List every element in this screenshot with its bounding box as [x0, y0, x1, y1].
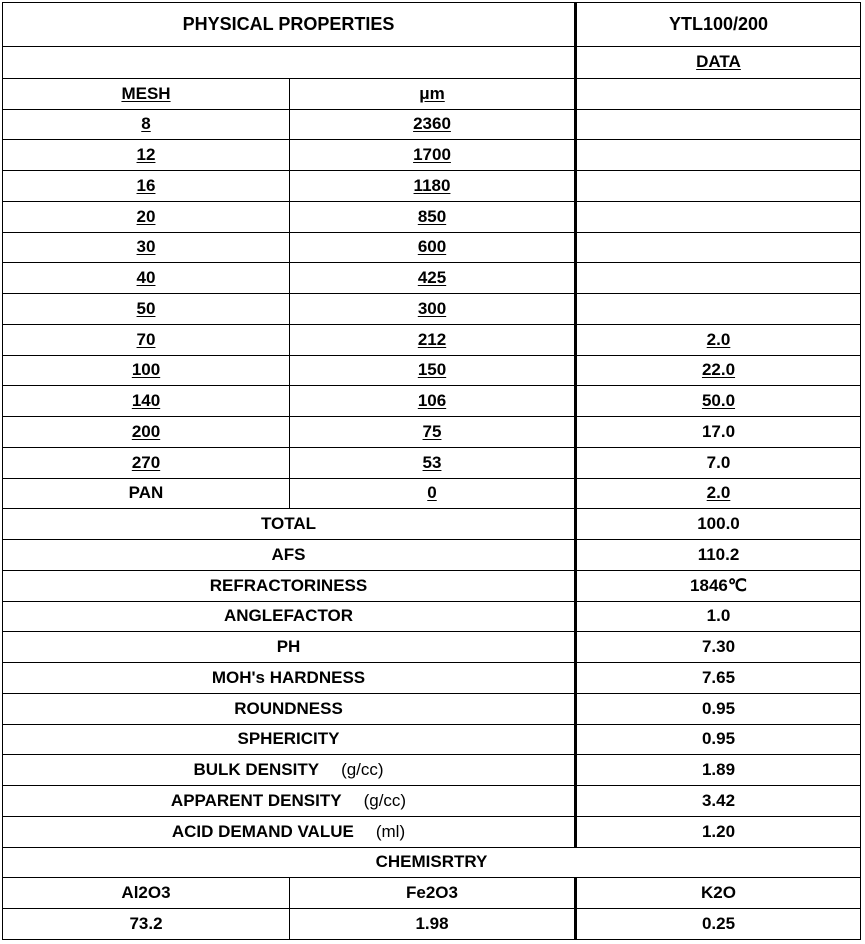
- property-row: [3, 632, 861, 663]
- table-row: [3, 355, 861, 386]
- mesh-value: 70: [136, 329, 156, 349]
- property-value: 110.2: [697, 544, 740, 564]
- property-value-cell: [576, 816, 861, 847]
- um-value: 0: [427, 483, 437, 503]
- property-row: [3, 540, 861, 571]
- um-header: μm: [419, 83, 445, 103]
- property-label-cell: [3, 509, 576, 540]
- property-label: ANGLEFACTOR: [223, 606, 354, 626]
- mesh-cell: [3, 140, 290, 171]
- um-value: 850: [417, 206, 447, 226]
- property-value-cell: [576, 632, 861, 663]
- property-unit: (g/cc): [363, 790, 407, 810]
- product-cell: YTL100/200: [576, 3, 861, 47]
- data-cell: [576, 478, 861, 509]
- data-value: 22.0: [701, 360, 736, 380]
- chemistry-value-cell: 1.98: [290, 909, 576, 940]
- um-value: 150: [417, 360, 447, 380]
- table-row: [3, 263, 861, 294]
- mesh-cell: [3, 417, 290, 448]
- property-label-cell: [3, 724, 576, 755]
- data-value: 50.0: [701, 391, 736, 411]
- mesh-cell: [3, 263, 290, 294]
- property-label: ROUNDNESS: [234, 698, 343, 718]
- um-cell: [290, 232, 576, 263]
- table-row: [3, 140, 861, 171]
- data-value: 7.0: [706, 452, 731, 472]
- property-value-cell: [576, 693, 861, 724]
- property-value: 0.95: [701, 698, 736, 718]
- um-cell: [290, 324, 576, 355]
- mesh-cell: [3, 355, 290, 386]
- property-label-cell: [3, 755, 576, 786]
- um-cell: [290, 386, 576, 417]
- property-value: 100.0: [697, 514, 740, 534]
- mesh-cell: [3, 324, 290, 355]
- property-value: 1.0: [706, 606, 731, 626]
- mesh-value: 12: [136, 145, 156, 165]
- chemistry-value-cell: 73.2: [3, 909, 290, 940]
- property-label-cell: [3, 663, 576, 694]
- mesh-value: PAN: [128, 483, 164, 503]
- mesh-value: 100: [131, 360, 161, 380]
- blank-cell: [3, 47, 576, 79]
- property-value-cell: [576, 755, 861, 786]
- um-cell: [290, 447, 576, 478]
- data-cell: [576, 294, 861, 325]
- property-value-cell: [576, 509, 861, 540]
- mesh-value: 200: [131, 421, 161, 441]
- property-label: MOH's HARDNESS: [211, 667, 366, 687]
- property-label-cell: [3, 570, 576, 601]
- mesh-cell: [3, 109, 290, 140]
- mesh-cell: [3, 478, 290, 509]
- property-row: [3, 509, 861, 540]
- chemistry-header-cell: K2O: [576, 878, 861, 909]
- data-label: DATA: [696, 52, 741, 72]
- property-unit: (ml): [375, 821, 406, 841]
- mesh-cell: [3, 201, 290, 232]
- mesh-cell: [3, 447, 290, 478]
- um-value: 600: [417, 237, 447, 257]
- mesh-value: 140: [131, 391, 161, 411]
- table-row: [3, 324, 861, 355]
- um-cell: [290, 417, 576, 448]
- um-cell: [290, 355, 576, 386]
- property-row: [3, 755, 861, 786]
- property-value: 3.42: [701, 790, 736, 810]
- table-row: [3, 109, 861, 140]
- data-cell: [576, 324, 861, 355]
- property-value: 7.30: [701, 637, 736, 657]
- table-row: [3, 201, 861, 232]
- um-cell: [290, 263, 576, 294]
- property-label: APPARENT DENSITY: [170, 790, 342, 810]
- data-label-row: [3, 47, 861, 79]
- property-value-cell: [576, 724, 861, 755]
- table-row: [3, 447, 861, 478]
- property-unit: (g/cc): [341, 760, 384, 780]
- column-header-row: [3, 78, 861, 109]
- property-label-cell: [3, 693, 576, 724]
- title-cell: PHYSICAL PROPERTIES: [3, 3, 576, 47]
- table-row: [3, 417, 861, 448]
- um-value: 2360: [413, 114, 451, 134]
- data-cell: [576, 447, 861, 478]
- property-label: REFRACTORINESS: [209, 575, 368, 595]
- property-label: BULK DENSITY: [193, 760, 320, 780]
- mesh-value: 270: [131, 452, 161, 472]
- um-cell: [290, 294, 576, 325]
- property-label: AFS: [271, 544, 306, 564]
- data-value: 17.0: [701, 421, 736, 441]
- data-cell: [576, 171, 861, 202]
- data-cell: [576, 263, 861, 294]
- property-value: 1846℃: [690, 575, 747, 595]
- table-row: [3, 386, 861, 417]
- um-cell: [290, 478, 576, 509]
- data-value: 2.0: [706, 329, 731, 349]
- chemistry-title-row: [3, 847, 861, 878]
- data-cell: [576, 109, 861, 140]
- mesh-header: MESH: [121, 83, 171, 103]
- um-value: 106: [417, 391, 447, 411]
- property-row: [3, 601, 861, 632]
- data-value: 2.0: [706, 483, 731, 503]
- um-value: 300: [417, 298, 447, 318]
- um-value: 1700: [413, 145, 451, 165]
- property-value: 1.89: [701, 760, 736, 780]
- property-label-cell: [3, 632, 576, 663]
- chemistry-header-cell: Fe2O3: [290, 878, 576, 909]
- mesh-value: 50: [136, 298, 156, 318]
- mesh-header-cell: [3, 78, 290, 109]
- table-row: [3, 478, 861, 509]
- mesh-cell: [3, 232, 290, 263]
- chemistry-header-cell: Al2O3: [3, 878, 290, 909]
- data-label-cell: [576, 47, 861, 79]
- um-cell: [290, 109, 576, 140]
- mesh-cell: [3, 171, 290, 202]
- property-label: SPHERICITY: [237, 729, 340, 749]
- property-label-cell: [3, 540, 576, 571]
- table-row: [3, 171, 861, 202]
- um-value: 212: [417, 329, 447, 349]
- property-row: [3, 724, 861, 755]
- chemistry-value-cell: 0.25: [576, 909, 861, 940]
- um-cell: [290, 171, 576, 202]
- data-cell: [576, 417, 861, 448]
- mesh-value: 20: [136, 206, 156, 226]
- mesh-value: 40: [136, 268, 156, 288]
- property-value-cell: [576, 601, 861, 632]
- header-row: [3, 3, 861, 47]
- um-value: 1180: [413, 175, 451, 195]
- property-value-cell: [576, 540, 861, 571]
- property-value: 0.95: [701, 729, 736, 749]
- data-cell: [576, 201, 861, 232]
- property-label-cell: [3, 601, 576, 632]
- property-value: 1.20: [701, 821, 736, 841]
- property-label: ACID DEMAND VALUE: [171, 821, 354, 841]
- um-value: 53: [422, 452, 442, 472]
- mesh-cell: [3, 386, 290, 417]
- physical-properties-table: [2, 2, 861, 940]
- property-row: [3, 786, 861, 817]
- mesh-cell: [3, 294, 290, 325]
- property-label: PH: [276, 637, 301, 657]
- mesh-value: 16: [136, 175, 156, 195]
- um-cell: [290, 140, 576, 171]
- property-label-cell: [3, 786, 576, 817]
- mesh-value: 8: [141, 114, 151, 134]
- property-value: 7.65: [701, 667, 736, 687]
- property-row: [3, 570, 861, 601]
- um-value: 75: [422, 421, 442, 441]
- um-cell: [290, 201, 576, 232]
- property-row: [3, 816, 861, 847]
- empty-header-cell: [576, 78, 861, 109]
- mesh-value: 30: [136, 237, 156, 257]
- table-row: [3, 294, 861, 325]
- data-cell: [576, 355, 861, 386]
- chemistry-title: CHEMISRTRY: [3, 847, 861, 878]
- chemistry-values-row: [3, 909, 861, 940]
- property-label-cell: [3, 816, 576, 847]
- property-value-cell: [576, 663, 861, 694]
- um-header-cell: [290, 78, 576, 109]
- table-row: [3, 232, 861, 263]
- property-row: [3, 693, 861, 724]
- data-cell: [576, 232, 861, 263]
- property-value-cell: [576, 570, 861, 601]
- data-cell: [576, 140, 861, 171]
- property-label: TOTAL: [260, 514, 317, 534]
- chemistry-headers-row: [3, 878, 861, 909]
- property-row: [3, 663, 861, 694]
- property-value-cell: [576, 786, 861, 817]
- data-cell: [576, 386, 861, 417]
- um-value: 425: [417, 268, 447, 288]
